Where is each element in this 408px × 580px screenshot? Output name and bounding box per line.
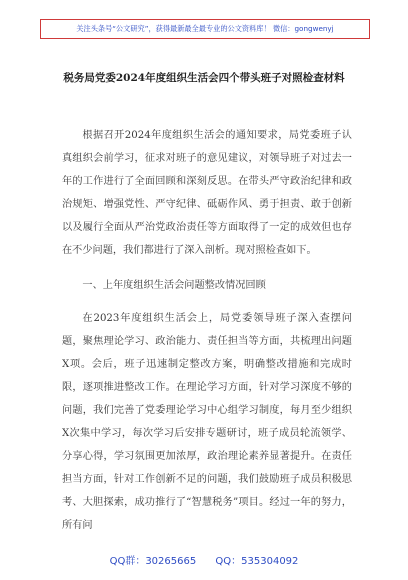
qq-group-text: QQ群：30265665: [109, 556, 197, 567]
document-body: [62, 124, 352, 537]
section-heading: 一、上年度组织生活会问题整改情况回顾: [82, 280, 266, 291]
contact-footer: [0, 552, 408, 567]
body-paragraph: 在2023年度组织生活会上，局党委领导班子深入查摆问题，聚焦理论学习、政治能力、责任担当等方面，共梳理出问题X项。会后，班子迅速制定整改方案，明确整改措施和完成时限，逐项推进整改工作。在理论学习方面，针对学习深度不够的问题，我们完善了党委理论学习中心组学习制度，每月至少组织X次集中学习，每次学习后安排专题研讨，班子成员轮流领学、分享心得，学习氛围更加浓厚，政治理论素养显著提升。在责任担当方面，针对工作创新不足的问题，我们鼓励班子成员积极思考、大胆探索，成功推行了“智慧税务”项目。经过一年的努力，所有问: [62, 313, 352, 531]
promo-banner: 关注头条号“公文研究”，获得最新最全最专业的公文资料库！ 微信：gongwenyj: [40, 19, 370, 39]
document-title: 税务局党委2024年度组织生活会四个带头班子对照检查材料: [63, 72, 345, 84]
intro-paragraph: 根据召开2024年度组织生活会的通知要求，局党委班子认真组织会前学习，征求对班子的意见建议，对领导班子对过去一年的工作进行了全面回顾和深刻反思。在带头严守政治纪律和政治规矩、增强党性、严守纪律、砥砺作风、勇于担责、敢于创新以及履行全面从严治党政治责任等方面取得了一定的成效但也存在不少问题，我们都进行了深入剖析。现对照检查如下。: [62, 130, 352, 256]
qq-number-text: QQ：535304092: [215, 556, 299, 567]
